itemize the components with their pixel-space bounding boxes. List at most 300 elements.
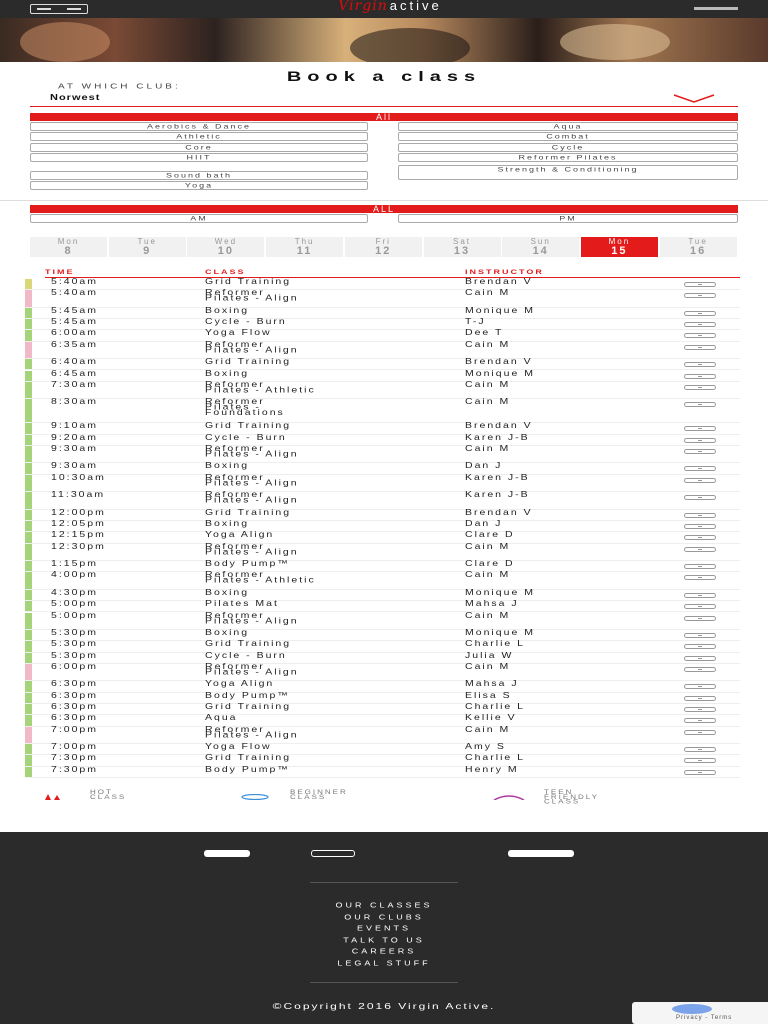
info-icon[interactable] xyxy=(684,293,716,298)
class-time: 9:20am xyxy=(51,432,99,442)
instructor-name: Dee T xyxy=(465,327,504,338)
class-time: 4:30pm xyxy=(51,587,99,598)
footer-link-our-clubs[interactable]: OUR CLUBS xyxy=(344,912,424,921)
class-time: 6:30pm xyxy=(51,712,99,723)
legend-hot-label: HOT CLASS xyxy=(90,788,127,801)
info-icon[interactable] xyxy=(684,604,716,609)
class-name: Reformer Pilates - Align xyxy=(205,443,299,459)
table-row[interactable] xyxy=(25,305,740,319)
info-icon[interactable] xyxy=(684,616,716,621)
class-time: 5:40am xyxy=(51,276,99,287)
footer-link-careers[interactable]: CAREERS xyxy=(351,947,417,956)
row-category-bar xyxy=(25,755,32,765)
youtube-icon[interactable] xyxy=(508,850,574,857)
class-time: 5:00pm xyxy=(51,610,99,620)
class-name: Body Pump™ xyxy=(205,558,290,569)
class-time: 6:30pm xyxy=(51,690,99,700)
beginner-class-icon xyxy=(240,794,270,800)
instructor-name: Charlie L xyxy=(465,752,526,763)
row-category-bar xyxy=(25,601,32,611)
instructor-name: Cain M xyxy=(465,396,511,407)
info-icon[interactable] xyxy=(684,362,716,367)
category-filter-combat[interactable] xyxy=(398,132,738,141)
class-name: Cycle - Burn xyxy=(205,316,287,327)
row-category-bar xyxy=(25,630,32,640)
info-icon[interactable] xyxy=(684,495,716,500)
info-icon[interactable] xyxy=(684,426,716,431)
category-filter-label: Yoga xyxy=(184,181,214,189)
filter-pm[interactable] xyxy=(398,214,738,223)
divider xyxy=(0,200,768,201)
row-category-bar xyxy=(25,572,32,589)
instructor-name: Cain M xyxy=(465,610,511,620)
footer-link-talk-to-us[interactable]: TALK TO US xyxy=(343,935,425,944)
table-row[interactable] xyxy=(25,339,740,360)
instructor-name: Cain M xyxy=(465,379,511,389)
instructor-name: Mahsa J xyxy=(465,678,519,689)
virgin-active-logo[interactable] xyxy=(290,0,490,19)
hero-banner xyxy=(0,18,768,62)
info-icon[interactable] xyxy=(684,466,716,471)
info-icon[interactable] xyxy=(684,513,716,518)
class-name: Cycle - Burn xyxy=(205,650,287,660)
filter-am-label: AM xyxy=(190,214,208,222)
class-name: Boxing xyxy=(205,518,250,529)
info-icon[interactable] xyxy=(684,758,716,763)
instructor-name: Cain M xyxy=(465,541,511,551)
row-category-bar xyxy=(25,544,32,561)
table-row[interactable] xyxy=(25,610,740,631)
category-filter-label: Athletic xyxy=(176,132,222,140)
instructor-name: Monique M xyxy=(465,305,535,315)
category-filter-label: Aqua xyxy=(553,122,583,130)
col-time-header: TIME xyxy=(45,268,75,276)
row-category-bar xyxy=(25,704,32,714)
instructor-name: Karen J-B xyxy=(465,472,530,482)
top-bar xyxy=(0,0,768,18)
info-icon[interactable] xyxy=(684,535,716,540)
class-name: Reformer Pilates - Align xyxy=(205,724,299,740)
copyright-text: ©Copyright 2016 Virgin Active. xyxy=(272,1001,496,1011)
info-icon[interactable] xyxy=(684,449,716,454)
class-name: Yoga Flow xyxy=(205,741,272,752)
class-name: Aqua xyxy=(205,712,238,723)
class-name: Grid Training xyxy=(205,752,292,763)
info-icon[interactable] xyxy=(684,633,716,638)
footer xyxy=(0,832,768,1024)
row-category-bar xyxy=(25,590,32,600)
class-time: 8:30am xyxy=(51,396,99,407)
table-row[interactable] xyxy=(25,712,740,726)
chevron-down-icon xyxy=(672,94,716,104)
hot-class-icon xyxy=(42,794,64,800)
class-name: Yoga Align xyxy=(205,678,275,689)
class-time: 5:45am xyxy=(51,316,99,327)
table-row[interactable] xyxy=(25,764,740,778)
table-row[interactable] xyxy=(25,541,740,562)
search-icon[interactable] xyxy=(694,7,738,10)
class-name: Reformer Pilates - Align xyxy=(205,339,299,355)
date-number: 11 xyxy=(296,245,313,257)
table-row[interactable] xyxy=(25,627,740,641)
class-time: 12:15pm xyxy=(51,529,106,540)
class-name: Boxing xyxy=(205,627,250,638)
instructor-name: Cain M xyxy=(465,287,511,298)
row-category-bar xyxy=(25,308,32,318)
table-row[interactable] xyxy=(25,529,740,543)
info-icon[interactable] xyxy=(684,684,716,689)
table-row[interactable] xyxy=(25,276,740,290)
info-icon[interactable] xyxy=(684,345,716,350)
date-day: Wed xyxy=(214,237,238,246)
table-row[interactable] xyxy=(25,724,740,745)
category-filter-sound-bath[interactable] xyxy=(30,171,368,180)
date-tab[interactable] xyxy=(187,237,265,257)
instructor-name: Henry M xyxy=(465,764,519,774)
table-row[interactable] xyxy=(25,752,740,766)
table-row[interactable] xyxy=(25,690,740,704)
instructor-name: T-J xyxy=(465,316,486,327)
footer-link-our-classes[interactable]: OUR CLASSES xyxy=(335,901,433,910)
instructor-name: Dan J xyxy=(465,460,503,471)
info-icon[interactable] xyxy=(684,770,716,775)
row-category-bar xyxy=(25,664,32,681)
class-time: 7:30pm xyxy=(51,752,99,763)
info-icon[interactable] xyxy=(684,593,716,598)
info-icon[interactable] xyxy=(684,322,716,327)
instagram-icon[interactable] xyxy=(311,850,355,857)
class-name: Boxing xyxy=(205,587,250,598)
logo-script: Virgin xyxy=(338,0,388,14)
row-category-bar xyxy=(25,532,32,542)
date-tab[interactable] xyxy=(581,237,659,257)
info-icon[interactable] xyxy=(684,644,716,649)
table-row[interactable] xyxy=(25,650,740,664)
instructor-name: Amy S xyxy=(465,741,506,752)
row-category-bar xyxy=(25,290,32,307)
class-time: 10:30am xyxy=(51,472,106,482)
row-category-bar xyxy=(25,463,32,473)
class-name: Pilates Mat xyxy=(205,598,279,609)
info-icon[interactable] xyxy=(684,564,716,569)
class-time: 6:30pm xyxy=(51,701,99,712)
info-icon[interactable] xyxy=(684,656,716,661)
category-filter-reformer-pilates[interactable] xyxy=(398,153,738,162)
footer-divider xyxy=(310,882,458,883)
date-tab[interactable] xyxy=(266,237,344,257)
instructor-name: Monique M xyxy=(465,368,535,378)
class-name: Grid Training xyxy=(205,276,292,287)
instructor-name: Monique M xyxy=(465,627,535,638)
info-icon[interactable] xyxy=(684,718,716,723)
legend-teen-label: TEEN FRIENDLY CLASS xyxy=(544,788,599,806)
table-row[interactable] xyxy=(25,368,740,382)
filter-all-categories[interactable] xyxy=(30,113,738,121)
date-tab[interactable] xyxy=(424,237,502,257)
category-filter-strength-conditioning[interactable] xyxy=(398,165,738,180)
category-filter-cycle[interactable] xyxy=(398,143,738,152)
table-row[interactable] xyxy=(25,741,740,755)
table-row[interactable] xyxy=(25,518,740,532)
class-name: Reformer Pilates - Athletic xyxy=(205,379,316,395)
date-number: 9 xyxy=(143,245,152,257)
hero-figure xyxy=(560,24,670,60)
club-label: AT WHICH CLUB: xyxy=(58,83,181,91)
row-category-bar xyxy=(25,641,32,651)
instructor-name: Julia W xyxy=(465,650,514,660)
class-name: Grid Training xyxy=(205,420,292,431)
instructor-name: Clare D xyxy=(465,558,515,569)
class-time: 12:00pm xyxy=(51,507,106,517)
date-tab[interactable] xyxy=(30,237,108,257)
instructor-name: Brendan V xyxy=(465,507,533,517)
row-category-bar xyxy=(25,399,32,422)
row-category-bar xyxy=(25,681,32,691)
table-row[interactable] xyxy=(25,356,740,370)
instructor-name: Mahsa J xyxy=(465,598,519,609)
date-tab[interactable] xyxy=(345,237,423,257)
info-icon[interactable] xyxy=(684,311,716,316)
date-tab[interactable] xyxy=(660,237,738,257)
date-tab[interactable] xyxy=(109,237,187,257)
info-icon[interactable] xyxy=(684,374,716,379)
class-time: 7:00pm xyxy=(51,741,99,752)
menu-button[interactable] xyxy=(30,4,88,14)
instructor-name: Brendan V xyxy=(465,356,533,367)
table-row[interactable] xyxy=(25,598,740,612)
info-icon[interactable] xyxy=(684,747,716,752)
class-name: Reformer Pilates - Align xyxy=(205,489,299,505)
filter-am[interactable] xyxy=(30,214,368,223)
info-icon[interactable] xyxy=(684,667,716,672)
class-time: 6:45am xyxy=(51,368,99,378)
filter-all-label: All xyxy=(375,112,392,122)
hero-figure xyxy=(350,28,470,62)
instructor-name: Clare D xyxy=(465,529,515,540)
category-filter-label: Aerobics & Dance xyxy=(146,122,252,130)
class-time: 4:00pm xyxy=(51,569,99,580)
category-filter-label: Sound bath xyxy=(165,171,233,179)
logo-word: active xyxy=(389,0,442,13)
date-day: Tue xyxy=(688,237,708,246)
filter-pm-label: PM xyxy=(559,214,577,222)
table-row[interactable] xyxy=(25,678,740,692)
class-time: 5:45am xyxy=(51,305,99,315)
date-day: Tue xyxy=(137,237,157,246)
table-row[interactable] xyxy=(25,460,740,474)
row-category-bar xyxy=(25,435,32,445)
table-row[interactable] xyxy=(25,638,740,652)
row-category-bar xyxy=(25,693,32,703)
class-name: Reformer Pilates - Align xyxy=(205,472,299,488)
row-category-bar xyxy=(25,492,32,509)
class-name: Reformer Pilates - Foundations xyxy=(205,396,285,418)
table-row[interactable] xyxy=(25,443,740,464)
category-filter-yoga[interactable] xyxy=(30,181,368,190)
instructor-name: Charlie L xyxy=(465,701,526,712)
date-number: 8 xyxy=(64,245,73,257)
table-row[interactable] xyxy=(25,489,740,510)
row-category-bar xyxy=(25,715,32,725)
date-strip xyxy=(30,237,738,257)
category-filter-label: Strength & Conditioning xyxy=(497,165,639,173)
class-legend xyxy=(40,790,740,806)
date-day: Sun xyxy=(530,237,551,246)
date-number: 16 xyxy=(689,245,707,257)
facebook-icon[interactable] xyxy=(204,850,250,857)
class-time: 9:30am xyxy=(51,460,99,471)
row-category-bar xyxy=(25,423,32,433)
class-name: Reformer Pilates - Align xyxy=(205,287,299,304)
class-name: Boxing xyxy=(205,368,250,378)
instructor-name: Karen J-B xyxy=(465,432,530,442)
table-row[interactable] xyxy=(25,420,740,434)
class-name: Reformer Pilates - Align xyxy=(205,541,299,557)
table-row[interactable] xyxy=(25,587,740,601)
row-category-bar xyxy=(25,382,32,399)
info-icon[interactable] xyxy=(684,524,716,529)
class-name: Body Pump™ xyxy=(205,764,290,774)
table-row[interactable] xyxy=(25,472,740,493)
class-time: 5:30pm xyxy=(51,638,99,649)
instructor-name: Monique M xyxy=(465,587,535,598)
class-time: 5:00pm xyxy=(51,598,99,609)
info-icon[interactable] xyxy=(684,696,716,701)
class-name: Cycle - Burn xyxy=(205,432,287,442)
table-row[interactable] xyxy=(25,287,740,308)
class-name: Yoga Flow xyxy=(205,327,272,338)
teen-friendly-icon xyxy=(492,794,526,800)
class-name: Reformer Pilates - Align xyxy=(205,610,299,626)
date-number: 13 xyxy=(453,245,471,257)
recaptcha-text: Privacy - Terms xyxy=(676,1015,733,1021)
date-number: 12 xyxy=(375,245,392,257)
class-time: 6:40am xyxy=(51,356,99,367)
class-time: 9:30am xyxy=(51,443,99,454)
category-filter-label: Core xyxy=(185,143,213,151)
info-icon[interactable] xyxy=(684,438,716,443)
class-name: Grid Training xyxy=(205,507,292,517)
page-title: Book a class xyxy=(286,69,482,85)
instructor-name: Brendan V xyxy=(465,276,533,287)
table-row[interactable] xyxy=(25,507,740,521)
date-day: Fri xyxy=(375,237,391,246)
category-filter-aerobics-dance[interactable] xyxy=(30,122,368,131)
instructor-name: Cain M xyxy=(465,569,511,580)
info-icon[interactable] xyxy=(684,575,716,580)
class-time: 7:30am xyxy=(51,379,99,389)
row-category-bar xyxy=(25,613,32,630)
row-category-bar xyxy=(25,561,32,571)
date-day: Mon xyxy=(608,237,631,246)
info-icon[interactable] xyxy=(684,385,716,390)
footer-link-events[interactable]: EVENTS xyxy=(356,924,411,933)
table-row[interactable] xyxy=(25,432,740,446)
recaptcha-badge[interactable] xyxy=(632,1002,768,1024)
table-row[interactable] xyxy=(25,327,740,341)
category-filter-label: Combat xyxy=(546,132,590,140)
row-category-bar xyxy=(25,521,32,531)
club-select[interactable] xyxy=(30,93,738,107)
class-time: 6:00am xyxy=(51,327,99,338)
category-filter-core[interactable] xyxy=(30,143,368,152)
class-name: Yoga Align xyxy=(205,529,275,540)
date-number: 14 xyxy=(532,245,549,257)
footer-link-legal-stuff[interactable]: LEGAL STUFF xyxy=(337,958,431,967)
category-filter-athletic[interactable] xyxy=(30,132,368,141)
date-day: Sat xyxy=(452,237,471,246)
date-number: 15 xyxy=(611,245,628,257)
class-time: 5:40am xyxy=(51,287,99,298)
date-day: Thu xyxy=(294,237,315,246)
footer-links xyxy=(0,900,768,969)
date-number: 10 xyxy=(217,245,235,257)
class-time: 5:30pm xyxy=(51,650,99,660)
instructor-name: Cain M xyxy=(465,339,511,349)
class-name: Body Pump™ xyxy=(205,690,290,700)
category-filter-label: Reformer Pilates xyxy=(518,153,618,161)
info-icon[interactable] xyxy=(684,478,716,483)
info-icon[interactable] xyxy=(684,547,716,552)
info-icon[interactable] xyxy=(684,282,716,287)
class-time: 5:30pm xyxy=(51,627,99,638)
filter-all-times-label: ALL xyxy=(372,204,395,214)
table-row[interactable] xyxy=(25,661,740,682)
class-time: 6:35am xyxy=(51,339,99,349)
class-name: Grid Training xyxy=(205,356,292,367)
instructor-name: Cain M xyxy=(465,443,511,454)
class-time: 6:00pm xyxy=(51,661,99,672)
footer-divider xyxy=(310,982,458,983)
table-row[interactable] xyxy=(25,558,740,572)
instructor-name: Kellie V xyxy=(465,712,517,723)
row-category-bar xyxy=(25,475,32,492)
info-icon[interactable] xyxy=(684,333,716,338)
hero-figure xyxy=(20,22,110,62)
category-filter-label: Cycle xyxy=(551,143,585,151)
recaptcha-icon xyxy=(672,1004,712,1014)
row-category-bar xyxy=(25,342,32,359)
date-day: Mon xyxy=(57,237,80,246)
table-row[interactable] xyxy=(25,396,740,423)
class-name: Boxing xyxy=(205,305,250,315)
schedule-table-header xyxy=(45,268,740,278)
instructor-name: Charlie L xyxy=(465,638,526,649)
info-icon[interactable] xyxy=(684,402,716,407)
row-category-bar xyxy=(25,371,32,381)
class-name: Grid Training xyxy=(205,638,292,649)
class-time: 6:30pm xyxy=(51,678,99,689)
row-category-bar xyxy=(25,279,32,289)
row-category-bar xyxy=(25,744,32,754)
class-time: 1:15pm xyxy=(51,558,99,569)
instructor-name: Dan J xyxy=(465,518,503,529)
category-filter-hiit[interactable] xyxy=(30,153,368,162)
instructor-name: Karen J-B xyxy=(465,489,530,500)
category-filter-aqua[interactable] xyxy=(398,122,738,131)
table-row[interactable] xyxy=(25,569,740,590)
row-category-bar xyxy=(25,319,32,329)
table-row[interactable] xyxy=(25,316,740,330)
info-icon[interactable] xyxy=(684,730,716,735)
col-instructor-header: INSTRUCTOR xyxy=(465,268,544,276)
filter-all-times[interactable] xyxy=(30,205,738,213)
table-row[interactable] xyxy=(25,379,740,400)
col-class-header: CLASS xyxy=(205,268,246,276)
info-icon[interactable] xyxy=(684,707,716,712)
table-row[interactable] xyxy=(25,701,740,715)
date-tab[interactable] xyxy=(502,237,580,257)
